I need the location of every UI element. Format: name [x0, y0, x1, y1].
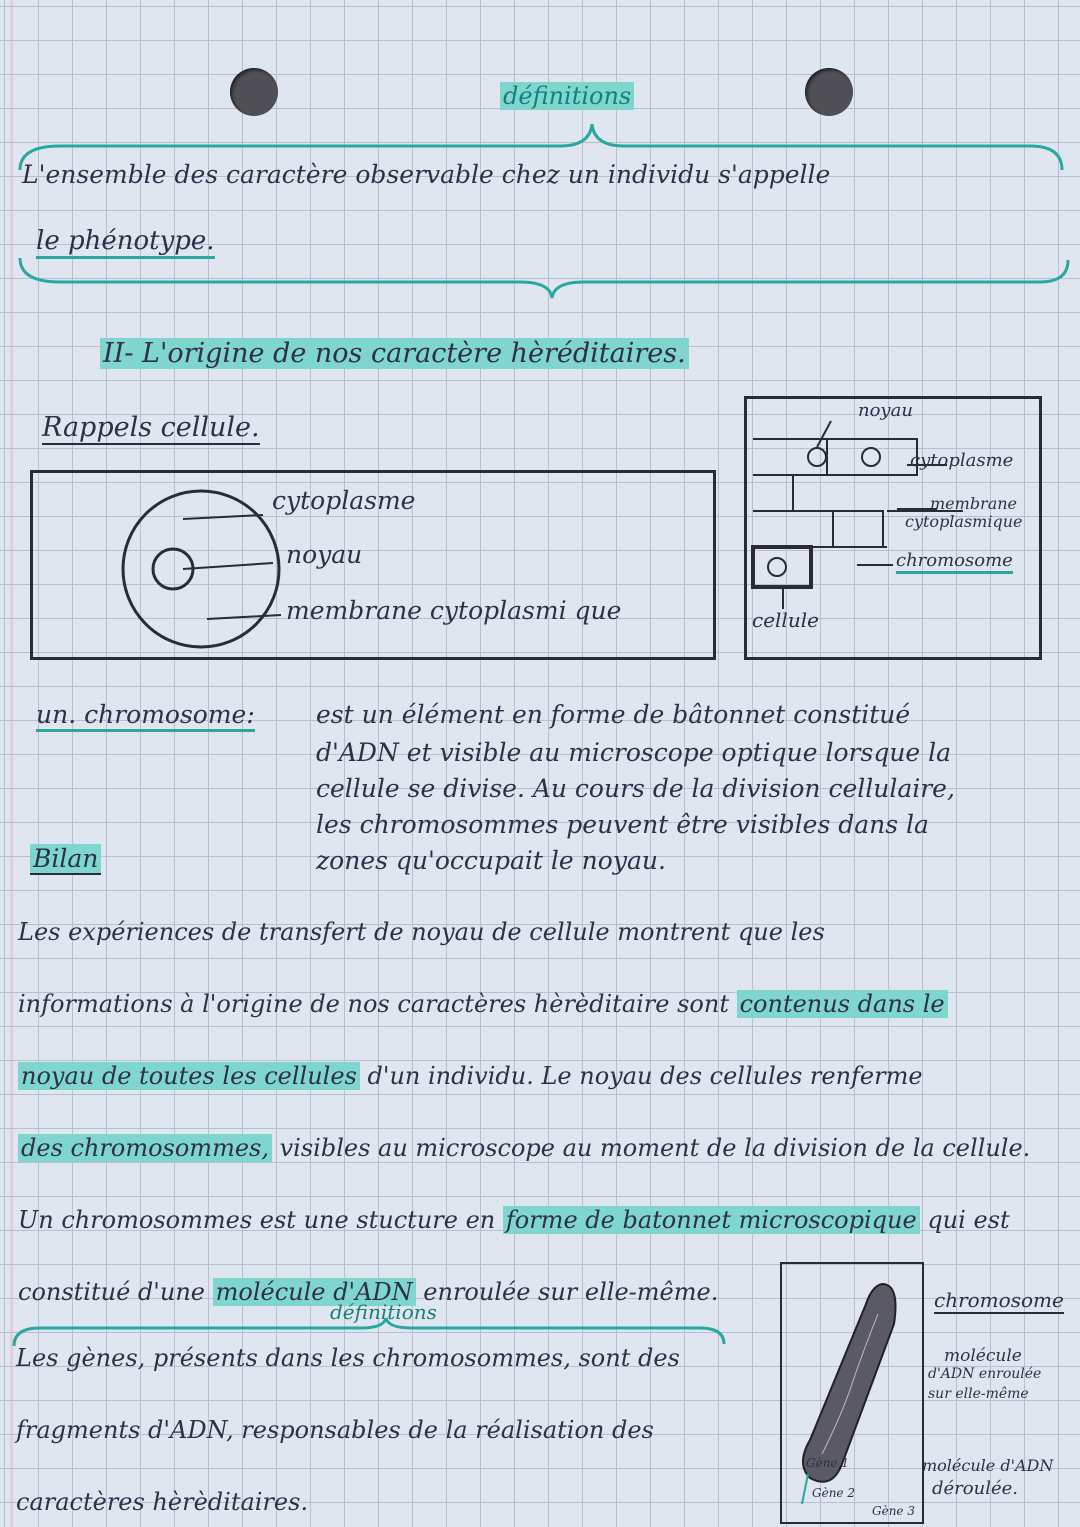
chromosome-diagram-box — [780, 1262, 924, 1524]
diagram-label-molecule-2: d'ADN enroulée — [928, 1366, 1042, 1382]
tissue-label-cell: cellule — [752, 608, 819, 632]
bilan-text: visibles au microscope au moment de la division de la cellule. — [271, 1134, 1031, 1162]
bilan-text: Un chromosommes est une stucture en — [18, 1206, 503, 1234]
chromosome-def-line4: les chromosommes peuvent être visibles dans la — [316, 810, 929, 839]
bilan-title: Bilan — [30, 844, 101, 875]
highlighted-cell-shape — [753, 547, 811, 587]
chromosome-drawing — [782, 1264, 922, 1522]
genes-line — [16, 1416, 654, 1444]
genes-text: Les gènes, — [16, 1344, 146, 1372]
punch-hole-left — [230, 68, 278, 116]
bilan-text: informations à l'origine de nos caractères hèrèditaire sont — [18, 990, 737, 1018]
genes-text: présents dans les chromosommes, sont des — [145, 1344, 680, 1372]
bilan-highlight: molécule d'ADN — [213, 1278, 416, 1306]
bilan-text: Les expériences de transfert de noyau de cellule montrent que les — [18, 918, 825, 946]
bilan-highlight: noyau de toutes les cellules — [18, 1062, 360, 1090]
genes-text: caractères hèrèditaires. — [16, 1488, 309, 1516]
bilan-text: enroulée sur elle-même. — [415, 1278, 719, 1306]
tissue-label-membrane-1: membrane — [930, 494, 1018, 513]
bilan-line — [18, 1206, 1010, 1234]
chromosome-def-line5: zones qu'occupait le noyau. — [316, 846, 666, 875]
bilan-text: constitué d'une — [18, 1278, 213, 1306]
bilan-line — [18, 990, 948, 1018]
definitions-tag: définitions — [500, 82, 634, 110]
rappels-title: Rappels cellule. — [42, 412, 260, 443]
genes-line — [16, 1344, 680, 1372]
tissue-label-nucleus: noyau — [858, 400, 913, 421]
tissue-label-chromosome: chromosome — [896, 550, 1013, 574]
chromosome-def-line2: d'ADN et visible au microscope optique lorsque la — [316, 738, 952, 767]
diagram-label-unrolled-1: molécule d'ADN — [922, 1456, 1054, 1475]
phenotype-definition-line1: L'ensemble des caractère observable chez un individu s'appelle — [22, 160, 831, 189]
genes-line — [16, 1488, 308, 1516]
bilan-text: qui est — [919, 1206, 1010, 1234]
diagram-label-gene3: Gène 3 — [872, 1504, 915, 1518]
diagram-label-gene2: Gène 2 — [812, 1486, 855, 1500]
diagram-label-chromosome: chromosome — [934, 1288, 1064, 1312]
brace-decoration — [0, 110, 1080, 300]
bilan-line — [18, 918, 825, 946]
phenotype-definition-line2: le phénotype. — [36, 226, 215, 259]
diagram-label-gene1: Gène 1 — [806, 1456, 849, 1470]
bilan-highlight: forme de batonnet microscopique — [503, 1206, 920, 1234]
cell-label-nucleus: noyau — [286, 540, 363, 569]
definitions-tag-2: définitions — [330, 1300, 437, 1324]
cell-label-membrane: membrane cytoplasmi que — [286, 596, 622, 625]
section-title: II- L'origine de nos caractère hèréditaires. — [100, 338, 689, 369]
tissue-label-membrane-2: cytoplasmique — [905, 512, 1023, 531]
genes-text: fragments d'ADN, responsables de la réalisation des — [16, 1416, 654, 1444]
chromosome-def-line3: cellule se divise. Au cours de la division cellulaire, — [316, 774, 955, 803]
bilan-highlight: des chromosommes, — [18, 1134, 272, 1162]
bilan-line — [18, 1062, 923, 1090]
chromosome-def-line1: est un élément en forme de bâtonnet constitué — [316, 700, 911, 729]
tissue-label-cytoplasm: cytoplasme — [910, 450, 1014, 471]
bilan-text: d'un individu. Le noyau des cellules renferme — [359, 1062, 923, 1090]
punch-hole-right — [805, 68, 853, 116]
cell-label-cytoplasm: cytoplasme — [272, 486, 416, 515]
chromosome-term: un. chromosome: — [36, 700, 255, 732]
bilan-highlight: contenus dans le — [737, 990, 948, 1018]
diagram-label-molecule-3: sur elle-même — [928, 1386, 1029, 1402]
bilan-line — [18, 1134, 1030, 1162]
diagram-label-unrolled-2: déroulée. — [932, 1478, 1018, 1499]
diagram-label-molecule-1: molécule — [944, 1346, 1022, 1366]
